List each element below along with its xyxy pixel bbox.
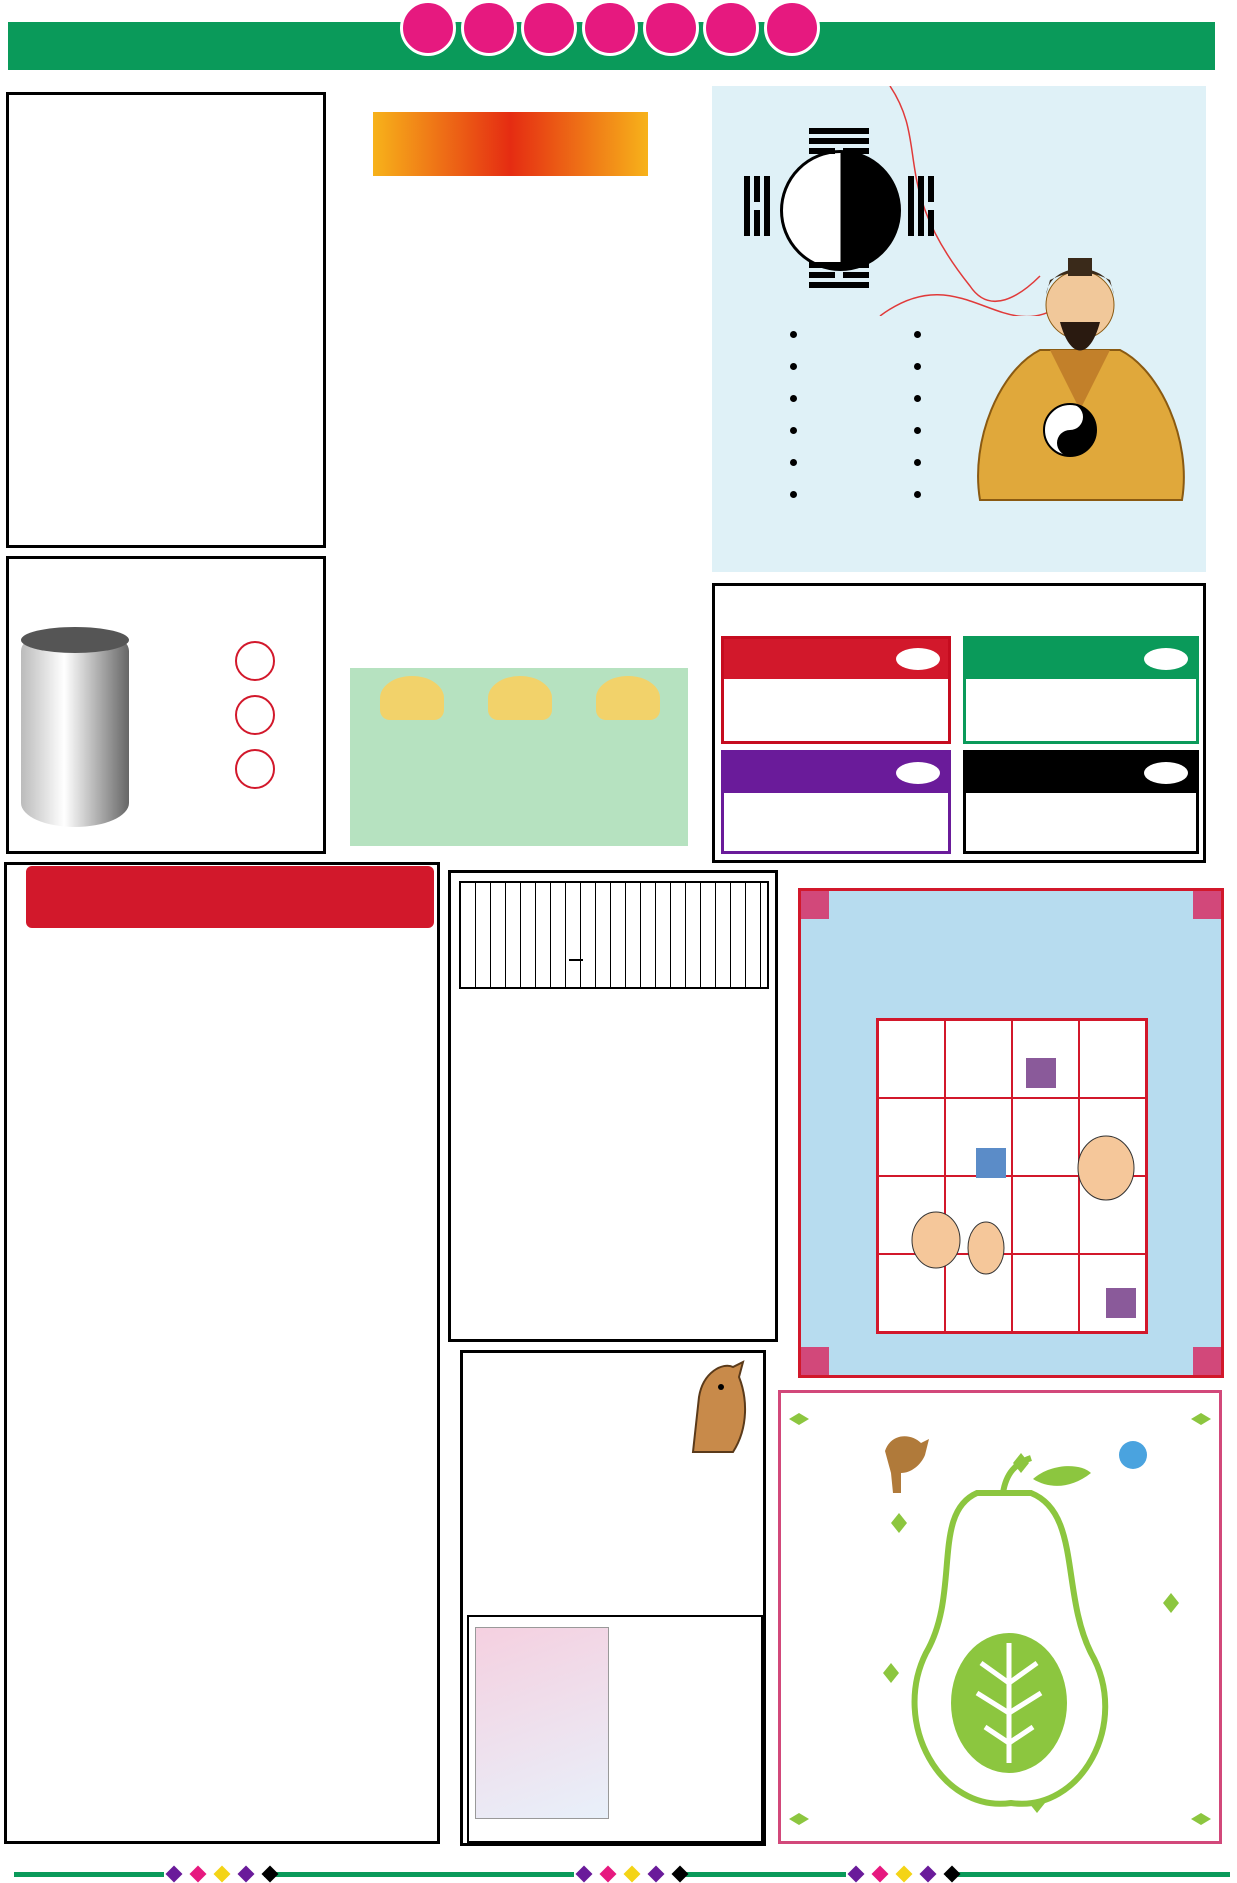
yao-dot	[790, 491, 797, 498]
yao-dot	[914, 331, 921, 338]
yao-line	[860, 382, 970, 414]
analysis-cell	[963, 750, 1199, 854]
yao-dot	[914, 459, 921, 466]
analysis-panel	[712, 583, 1206, 863]
yao-dot	[790, 331, 797, 338]
poem-char	[45, 205, 108, 243]
yao-line	[860, 318, 970, 350]
poem-char	[108, 297, 171, 335]
poem-char	[170, 481, 233, 519]
yao-dot	[790, 363, 797, 370]
abacus-icon	[356, 728, 682, 840]
poem-char	[233, 205, 296, 243]
poem-char	[233, 343, 296, 381]
poem-char	[170, 343, 233, 381]
header-char	[764, 0, 820, 56]
analysis-cell	[721, 636, 951, 744]
analysis-cell	[721, 750, 951, 854]
yao-dot	[914, 427, 921, 434]
poem-char	[108, 343, 171, 381]
header-char	[582, 0, 638, 56]
haojiang-panel	[460, 1350, 766, 1846]
analysis-cell-body	[966, 793, 1196, 801]
header-char	[400, 0, 456, 56]
footer-diamonds	[850, 1868, 958, 1880]
poem-char	[170, 297, 233, 335]
yao-line	[860, 478, 970, 510]
yao-line	[860, 350, 970, 382]
horse-head-icon	[673, 1357, 753, 1457]
zodiac-panel	[4, 862, 440, 1844]
jiugong-number	[235, 641, 275, 681]
poem-char	[45, 343, 108, 381]
poem-char	[108, 205, 171, 243]
zodiac-title	[26, 866, 434, 928]
sage-figure-icon	[960, 200, 1200, 510]
abacus-label	[596, 676, 660, 720]
yao-dot	[914, 363, 921, 370]
analysis-cell-body	[966, 679, 1196, 687]
inset-title	[476, 1628, 608, 1636]
poem-char	[45, 481, 108, 519]
footer-bar	[0, 1868, 1237, 1882]
yao-line	[736, 414, 846, 446]
pear-panel	[778, 1390, 1222, 1844]
analysis-cell-body	[724, 679, 948, 687]
yao-dot	[914, 395, 921, 402]
analysis-badge	[1144, 762, 1188, 784]
yao-line	[860, 446, 970, 478]
jiugong-cylinder	[21, 627, 129, 827]
zhouyi-panel	[448, 870, 778, 1342]
abacus-label	[488, 676, 552, 720]
poem-grid	[45, 205, 295, 565]
jiugong-number	[235, 695, 275, 735]
yao-line	[736, 350, 846, 382]
haojiang-inset	[467, 1615, 763, 1843]
abacus-panel	[350, 668, 688, 846]
header-title	[400, 0, 820, 58]
puzzle-pieces-icon	[876, 1018, 1144, 1330]
bagua-trigrams-icon	[744, 128, 934, 288]
yao-dot	[790, 459, 797, 466]
yao-line	[860, 414, 970, 446]
jiugong-number	[235, 749, 275, 789]
poem-char	[233, 481, 296, 519]
analysis-badge	[896, 648, 940, 670]
poem-char	[170, 389, 233, 427]
poem-char	[108, 481, 171, 519]
yao-dot	[914, 491, 921, 498]
zhouyi-title	[471, 887, 761, 987]
poem-char	[45, 297, 108, 335]
yao-left-list	[736, 318, 846, 510]
header-char	[703, 0, 759, 56]
footer-diamonds	[168, 1868, 276, 1880]
poem-char	[233, 297, 296, 335]
footer-diamonds	[578, 1868, 686, 1880]
poem-char	[45, 251, 108, 289]
yao-dot	[790, 395, 797, 402]
analysis-badge	[896, 762, 940, 784]
poem-char	[108, 435, 171, 473]
poem-char	[170, 435, 233, 473]
zhouyi-text	[465, 995, 765, 1335]
poem-char	[233, 251, 296, 289]
header-char	[461, 0, 517, 56]
poem-char	[45, 435, 108, 473]
yao-line	[736, 446, 846, 478]
analysis-badge	[1144, 648, 1188, 670]
abacus-label	[380, 676, 444, 720]
poem-char	[108, 251, 171, 289]
zhouyi-stamp	[569, 959, 583, 961]
poem-char	[170, 251, 233, 289]
analysis-cell-body	[724, 793, 948, 801]
yao-line	[736, 478, 846, 510]
poem-char	[170, 205, 233, 243]
mahui-banner	[373, 112, 648, 176]
poem-char	[45, 389, 108, 427]
header-char	[521, 0, 577, 56]
poem-char	[233, 435, 296, 473]
yao-right-list	[860, 318, 970, 510]
yao-dot	[790, 427, 797, 434]
poem-char	[108, 389, 171, 427]
analysis-cell	[963, 636, 1199, 744]
yao-line	[736, 318, 846, 350]
jiugong-numbers	[235, 641, 275, 789]
poem-panel	[6, 92, 326, 548]
header-char	[643, 0, 699, 56]
jiugong-panel	[6, 556, 326, 854]
pear-icon	[781, 1393, 1219, 1841]
yao-line	[736, 382, 846, 414]
poem-char	[233, 389, 296, 427]
